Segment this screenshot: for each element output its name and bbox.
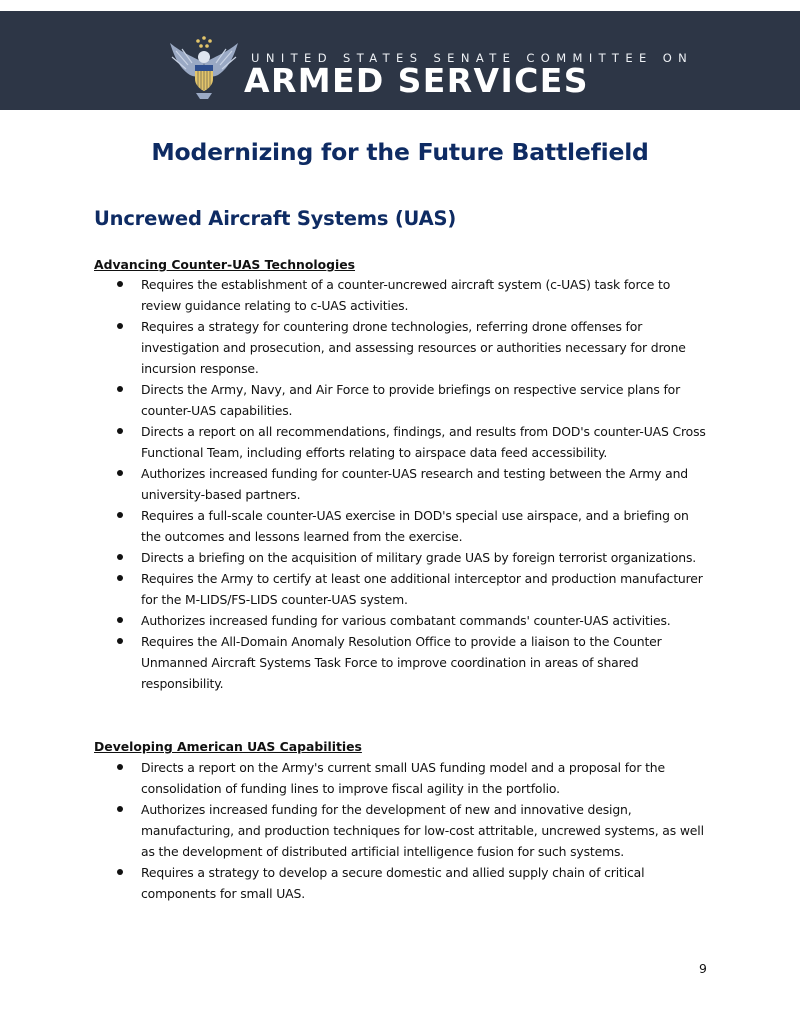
- bullet-icon: [117, 470, 123, 476]
- committee-name: ARMED SERVICES: [244, 61, 589, 100]
- list-item: [94, 610, 710, 631]
- subsection-heading-counter-uas: Advancing Counter-UAS Technologies: [94, 257, 356, 272]
- list-item: [94, 799, 710, 862]
- list-item-text: Directs a briefing on the acquisition of military grade UAS by foreign terrorist organizations.: [141, 550, 697, 565]
- list-item-text: Authorizes increased funding for the development of new and innovative design, manufacturing, and production techniques for low-cost attritable, uncrewed systems, as well as the development of distributed artificial intelligence fusion for such systems.: [141, 802, 704, 859]
- list-item-text: Directs a report on the Army's current small UAS funding model and a proposal for the consolidation of funding lines to improve fiscal agility in the portfolio.: [141, 760, 665, 796]
- bullet-icon: [117, 428, 123, 434]
- subsection-heading-american-uas: Developing American UAS Capabilities: [94, 739, 362, 754]
- list-item-text: Requires the All-Domain Anomaly Resolution Office to provide a liaison to the Counter Unmanned Aircraft Systems Task Force to improve coordination in areas of shared responsibility.: [141, 634, 662, 691]
- list-item-text: Authorizes increased funding for various combatant commands' counter-UAS activities.: [141, 613, 671, 628]
- list-item: [94, 568, 710, 610]
- list-item-text: Requires a strategy for countering drone technologies, referring drone offenses for investigation and prosecution, and assessing resources or authorities necessary for drone incursion response.: [141, 319, 686, 376]
- eagle-seal-icon: [168, 33, 240, 101]
- list-item: [94, 631, 710, 694]
- bullet-icon: [117, 806, 123, 812]
- section-title: Uncrewed Aircraft Systems (UAS): [94, 207, 457, 230]
- committee-line: UNITED STATES SENATE COMMITTEE ON: [251, 51, 694, 65]
- list-item-text: Requires the establishment of a counter-uncrewed aircraft system (c-UAS) task force to review guidance relating to c-UAS activities.: [141, 277, 671, 313]
- list-item-text: Directs the Army, Navy, and Air Force to provide briefings on respective service plans for counter-UAS capabilities.: [141, 382, 681, 418]
- bullet-icon: [117, 281, 123, 287]
- bullet-icon: [117, 386, 123, 392]
- list-item-text: Requires a full-scale counter-UAS exercise in DOD's special use airspace, and a briefing on the outcomes and lessons learned from the exercise.: [141, 508, 689, 544]
- bullet-icon: [117, 323, 123, 329]
- list-item: [94, 757, 710, 799]
- committee-banner: [0, 11, 800, 110]
- bullet-icon: [117, 575, 123, 581]
- list-item: [94, 274, 710, 316]
- list-item-text: Requires the Army to certify at least one additional interceptor and production manufacturer for the M-LIDS/FS-LIDS counter-UAS system.: [141, 571, 703, 607]
- bullet-icon: [117, 764, 123, 770]
- bullet-icon: [117, 617, 123, 623]
- list-item-text: Requires a strategy to develop a secure domestic and allied supply chain of critical components for small UAS.: [141, 865, 645, 901]
- counter-uas-list: [94, 274, 710, 694]
- bullet-icon: [117, 869, 123, 875]
- list-item-text: Directs a report on all recommendations, findings, and results from DOD's counter-UAS Cross Functional Team, including efforts relating to airspace data feed accessibility.: [141, 424, 706, 460]
- page-title: Modernizing for the Future Battlefield: [151, 138, 649, 166]
- list-item: [94, 421, 710, 463]
- page-number: 9: [699, 961, 707, 976]
- list-item: [94, 379, 710, 421]
- list-item: [94, 505, 710, 547]
- list-item-text: Authorizes increased funding for counter-UAS research and testing between the Army and university-based partners.: [141, 466, 689, 502]
- bullet-icon: [117, 554, 123, 560]
- list-item: [94, 547, 710, 568]
- list-item: [94, 862, 710, 904]
- bullet-icon: [117, 512, 123, 518]
- bullet-icon: [117, 638, 123, 644]
- list-item: [94, 463, 710, 505]
- list-item: [94, 316, 710, 379]
- american-uas-list: [94, 757, 710, 904]
